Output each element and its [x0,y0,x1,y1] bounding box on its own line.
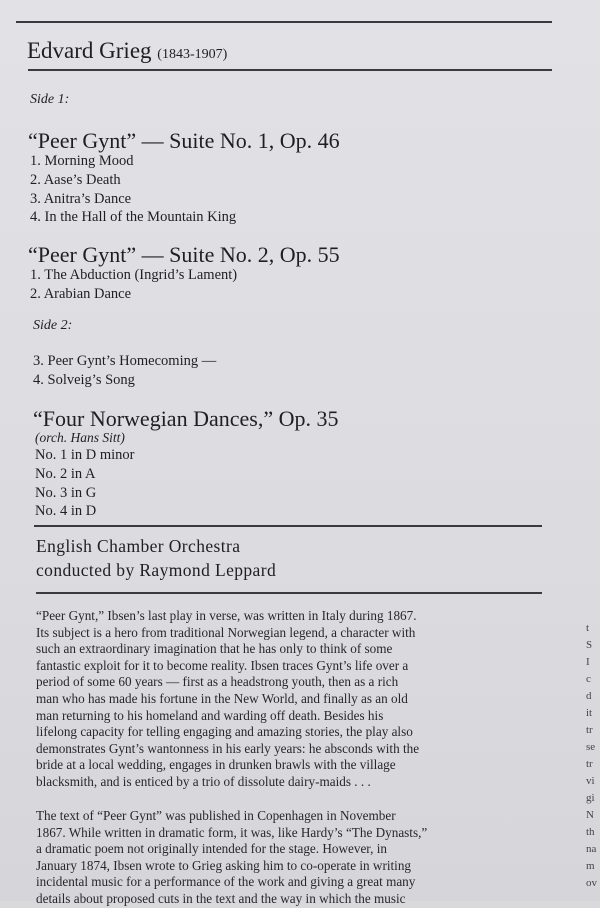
essay-line: lifelong capacity for telling engaging and amazing stories, the play also [36,724,413,740]
track-item: 3. Peer Gynt’s Homecoming — [33,353,217,369]
track-item: 1. Morning Mood [30,153,134,169]
composer-dates: (1843-1907) [157,47,228,62]
adjacent-column-fragments [586,620,597,892]
suite2-track-list [30,266,237,304]
margin-fragment: c [586,673,591,685]
margin-fragment: d [586,690,592,702]
margin-fragment: th [586,826,595,838]
composer-rule [28,69,552,71]
conductor-line: conducted by Raymond Leppard [36,560,277,580]
dances-arranger: (orch. Hans Sitt) [35,430,125,445]
top-rule [16,21,552,23]
margin-fragment: tr [586,758,593,770]
essay-line: such an extraordinary imagination that he has only to think of some [36,641,393,657]
dance-item: No. 1 in D minor [35,447,135,463]
performers-bottom-rule [36,592,542,594]
essay-line: Its subject is a hero from traditional Norwegian legend, a character with [36,624,416,640]
essay-line: bride at a local wedding, engages in drunken brawls with the village [36,757,396,773]
margin-fragment: I [586,656,590,668]
essay-line: incidental music for a performance of the work and giving a great many [36,874,416,890]
essay-line: man returning to his homeland and warding off death. Besides his [36,707,384,723]
side2-track-list [33,352,216,390]
dance-item: No. 3 in G [35,484,97,501]
side2-label: Side 2: [33,318,73,333]
suite1-title: “Peer Gynt” — Suite No. 1, Op. 46 [28,128,340,153]
margin-fragment: S [586,639,593,651]
margin-fragment: it [586,707,593,719]
margin-fragment: gi [586,792,595,804]
side1-label: Side 1: [30,92,70,107]
margin-fragment: tr [586,724,593,736]
performers-top-rule [34,525,542,527]
essay-line: blacksmith, and is enticed by a trio of dissolute dairy-maids . . . [36,773,371,789]
track-item: 1. The Abduction (Ingrid’s Lament) [30,267,238,283]
essay-paragraph-1 [36,608,419,791]
essay-line: details about proposed cuts in the text and the way in which the music [36,890,406,906]
orchestra-name: English Chamber Orchestra [36,536,241,556]
track-item: 4. Solveig’s Song [33,371,135,388]
essay-line: man who has made his fortune in the New World, and finally as an old [36,690,408,706]
composer-name: Edvard Grieg [27,38,152,63]
dances-list [35,446,134,521]
performers-block [36,534,276,582]
track-item: 3. Anitra’s Dance [30,190,132,207]
track-item: 2. Arabian Dance [30,285,132,302]
dances-title: “Four Norwegian Dances,” Op. 35 [33,406,339,431]
margin-fragment: N [586,809,594,821]
margin-fragment: t [586,622,590,634]
margin-fragment: vi [586,775,595,787]
dance-item: No. 2 in A [35,465,96,482]
margin-fragment: m [586,860,595,872]
essay-paragraph-2 [36,808,427,908]
essay-line: fantastic exploit for it to become reality. Ibsen traces Gynt’s life over a [36,657,409,673]
essay-line: The text of “Peer Gynt” was published in Copenhagen in November [36,808,396,823]
track-item: 2. Aase’s Death [30,171,121,188]
essay-line: “Peer Gynt,” Ibsen’s last play in verse, was written in Italy during 1867. [36,608,417,623]
dance-item: No. 4 in D [35,503,97,520]
essay-line: demonstrates Gynt’s wantonness in his early years: he absconds with the [36,740,420,756]
essay-line: period of some 60 years — first as a headstrong youth, then as a rich [36,674,399,690]
margin-fragment: se [586,741,596,753]
essay-line: January 1874, Ibsen wrote to Grieg asking him to co-operate in writing [36,857,412,873]
suite2-title: “Peer Gynt” — Suite No. 2, Op. 55 [28,242,340,267]
essay-line: 1867. While written in dramatic form, it was, like Hardy’s “The Dynasts,” [36,824,428,840]
composer-heading [27,38,227,64]
suite1-track-list [30,152,236,227]
margin-fragment: na [586,843,597,855]
margin-fragment: ov [586,877,597,889]
essay-line: a dramatic poem not originally intended for the stage. However, in [36,841,388,857]
track-item: 4. In the Hall of the Mountain King [30,209,237,226]
